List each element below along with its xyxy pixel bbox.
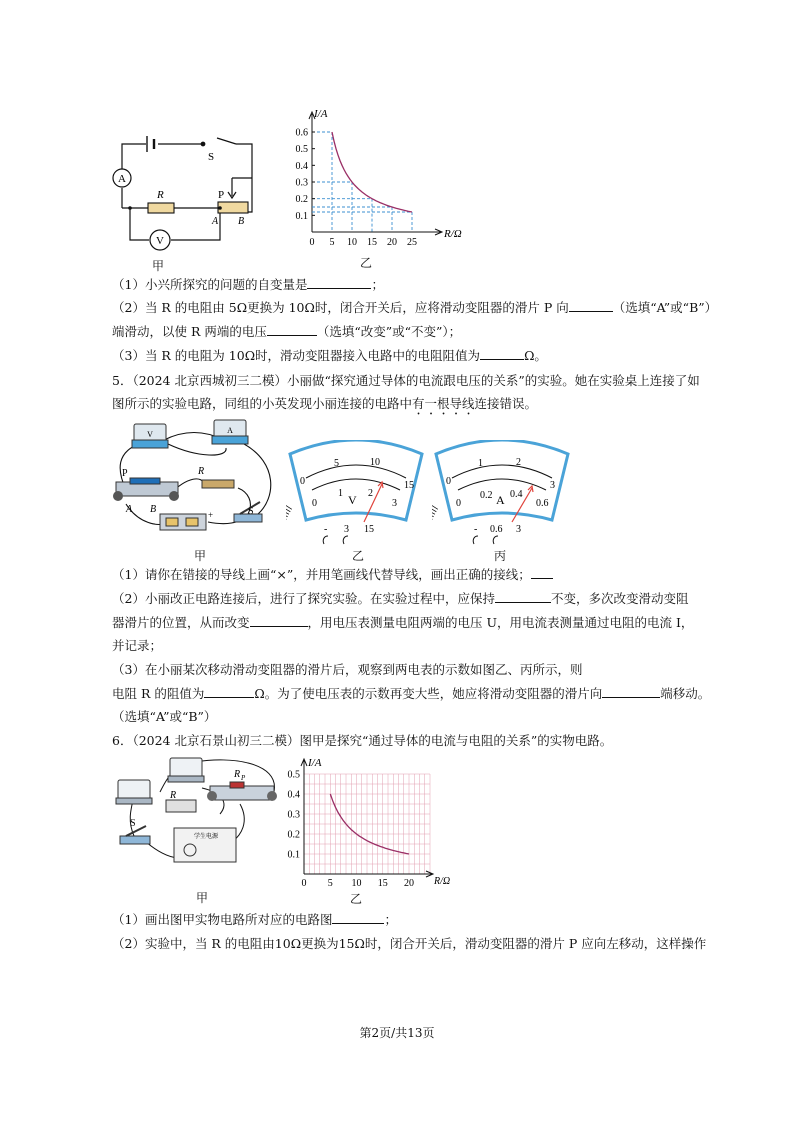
answer-blank[interactable]	[267, 323, 317, 336]
y-axis-label: I/A	[308, 757, 322, 769]
meter-tick	[432, 514, 434, 517]
x-axis-label: R/Ω	[434, 876, 451, 887]
q5-part2-cont: 器滑片的位置，从而改变 ，用电压表测量电阻两端的电压 U，用电流表测量通过电阻的电流 I，	[112, 615, 694, 630]
q4-current-resistance-graph	[282, 104, 462, 254]
y-axis-label: I/A	[314, 108, 328, 120]
resistor-label: R	[198, 466, 205, 477]
q5-header-2: 图所示的实验电路，同组的小英发现小丽连接的电路中有一根导线连接错误。	[112, 396, 538, 411]
y-tick-label: 0.1	[287, 849, 300, 861]
end-b-label: B	[238, 216, 245, 227]
q6-current-resistance-graph	[286, 754, 466, 890]
svg-text:10: 10	[370, 457, 380, 468]
svg-text:0.6: 0.6	[536, 498, 549, 509]
y-tick-label: 0.5	[287, 769, 300, 781]
y-tick-label: 0.4	[287, 789, 300, 801]
y-tick-label: 0.3	[287, 809, 300, 821]
answer-blank[interactable]	[307, 276, 371, 289]
q5-physical-circuit	[108, 418, 284, 544]
meter-tick	[286, 504, 292, 509]
q5-part3-note: （选填“A”或“B”）	[112, 709, 217, 724]
y-tick-label: 0.2	[287, 829, 300, 841]
x-tick-label: 5	[329, 237, 335, 248]
x-tick-label: 0	[309, 237, 315, 248]
svg-text:15: 15	[364, 524, 374, 535]
q5-header: 5．（2024 北京西城初三二模）小丽做“探究通过导体的电流跟电压的关系”的实验。她在实验桌上连接了如	[112, 373, 700, 388]
svg-text:V: V	[147, 430, 153, 439]
end-a-label: A	[126, 504, 133, 515]
slider-label: P	[218, 189, 225, 201]
resistor-label: R	[170, 790, 177, 801]
y-tick-label: 0.4	[295, 160, 308, 172]
svg-text:0.6: 0.6	[490, 524, 503, 535]
fig4-caption-jia: 甲	[152, 259, 165, 273]
svg-text:0: 0	[312, 498, 317, 509]
answer-blank[interactable]	[204, 685, 254, 698]
svg-text:3: 3	[550, 480, 555, 491]
q5-caption-bing: 丙	[494, 549, 507, 563]
meter-tick	[286, 511, 289, 514]
y-tick-label: 0.2	[295, 194, 308, 206]
svg-text:1: 1	[338, 488, 343, 499]
ammeter-label: A	[118, 173, 126, 185]
answer-blank[interactable]	[531, 566, 553, 579]
switch-label: S	[130, 818, 136, 829]
svg-text:0: 0	[300, 476, 305, 487]
q6-part1: （1）画出图甲实物电路所对应的电路图 ；	[112, 912, 397, 927]
unit-label: A	[496, 493, 505, 507]
q5-part1: （1）请你在错接的导线上画“×”，并用笔画线代替导线，画出正确的接线；	[112, 566, 553, 584]
q4-part1: （1）小兴所探究的问题的自变量是 ；	[112, 277, 384, 292]
q5-part2-end: 并记录；	[112, 638, 163, 653]
rheostat-symbol	[218, 202, 248, 213]
y-tick-label: 0.3	[295, 177, 308, 189]
end-a-label: A	[212, 216, 219, 227]
rheostat-label: R	[234, 769, 241, 780]
answer-blank[interactable]	[569, 299, 613, 312]
svg-text:1: 1	[478, 458, 483, 469]
q5-caption-jia: 甲	[194, 549, 207, 563]
q6-caption-jia: 甲	[196, 891, 209, 905]
x-tick-label: 25	[407, 237, 417, 248]
unit-label: V	[348, 493, 357, 507]
x-tick-label: 15	[377, 878, 388, 889]
meter-tick	[432, 504, 438, 509]
q5-part3: （3）在小丽某次移动滑动变阻器的滑片后，观察到两电表的示数如图乙、丙所示，则	[112, 662, 583, 677]
q6-physical-circuit	[110, 752, 290, 870]
svg-text:-: -	[474, 524, 478, 535]
x-tick-label: 5	[327, 878, 333, 889]
x-tick-label: 0	[301, 878, 307, 889]
q5-ammeter-dial	[432, 440, 572, 546]
y-tick-label: 0.1	[295, 210, 308, 222]
q5-part2: （2）小丽改正电路连接后，进行了探究实验。在实验过程中，应保持 不变，多次改变滑动变阻	[112, 591, 689, 606]
meter-tick	[432, 509, 436, 512]
q4-part2-cont: 端滑动，以使 R 两端的电压 （选填“改变”或“不变”）；	[112, 324, 462, 339]
svg-text:15: 15	[404, 480, 414, 491]
q4-part3: （3）当 R 的电阻为 10Ω时，滑动变阻器接入电路中的电阻阻值为 Ω。	[112, 348, 547, 363]
fig4-caption-yi: 乙	[360, 256, 373, 270]
x-tick-label: 10	[351, 878, 362, 889]
rheostat-subscript: P	[241, 774, 246, 782]
voltmeter-label: V	[156, 235, 164, 247]
svg-text:0: 0	[446, 476, 451, 487]
svg-text:5: 5	[334, 458, 339, 469]
svg-text:A: A	[227, 426, 233, 435]
svg-text:2: 2	[368, 488, 373, 499]
x-tick-label: 10	[347, 237, 357, 248]
x-tick-label: 20	[404, 878, 414, 889]
answer-blank[interactable]	[602, 685, 660, 698]
end-b-label: B	[150, 504, 157, 515]
power-supply-label: 学生电源	[193, 834, 219, 840]
q4-circuit-diagram	[104, 126, 264, 256]
guide-lines	[312, 132, 412, 232]
svg-text:0.4: 0.4	[510, 489, 523, 500]
switch-label: S	[248, 506, 254, 517]
q5-caption-yi: 乙	[352, 549, 365, 563]
y-tick-label: 0.6	[295, 127, 308, 139]
meter-tick	[286, 514, 288, 517]
svg-text:+: +	[208, 510, 214, 520]
answer-blank[interactable]	[480, 347, 524, 360]
svg-text:-: -	[324, 524, 328, 535]
slider-label: P	[122, 468, 128, 479]
q5-voltmeter-dial	[286, 440, 426, 546]
q4-part2: （2）当 R 的电阻由 5Ω更换为 10Ω时，闭合开关后，应将滑动变阻器的滑片 P 向 （选填“A”或“B”）	[112, 300, 718, 315]
meter-tick	[432, 511, 435, 514]
q6-caption-yi: 乙	[350, 892, 363, 906]
q5-part3-cont: 电阻 R 的阻值为 Ω。为了使电压表的示数再变大些，她应将滑动变阻器的滑片向 端移动。	[112, 686, 711, 701]
q6-part2: （2）实验中，当 R 的电阻由10Ω更换为15Ω时，闭合开关后，滑动变阻器的滑片 P 应向左移动，这样操作	[112, 936, 707, 951]
y-tick-label: 0.5	[295, 144, 308, 156]
page-footer: 第2页/共13页	[359, 1026, 435, 1040]
svg-text:0.2: 0.2	[480, 490, 493, 501]
x-axis-label: R/Ω	[444, 228, 462, 240]
q6-header: 6．（2024 北京石景山初三二模）图甲是探究“通过导体的电流与电阻的关系”的实物电路。	[112, 733, 613, 748]
answer-blank[interactable]	[495, 590, 551, 603]
resistor-label: R	[157, 189, 164, 201]
x-tick-label: 20	[387, 237, 397, 248]
svg-text:3: 3	[516, 524, 521, 535]
x-tick-label: 15	[367, 237, 377, 248]
switch-label: S	[208, 151, 215, 163]
answer-blank[interactable]	[332, 911, 384, 924]
resistor-symbol	[148, 203, 174, 213]
svg-text:-: -	[152, 518, 155, 528]
svg-text:3: 3	[344, 524, 349, 535]
svg-text:3: 3	[392, 498, 397, 509]
meter-tick	[286, 509, 290, 512]
svg-text:2: 2	[516, 457, 521, 468]
answer-blank[interactable]	[250, 614, 308, 627]
svg-text:0: 0	[456, 498, 461, 509]
